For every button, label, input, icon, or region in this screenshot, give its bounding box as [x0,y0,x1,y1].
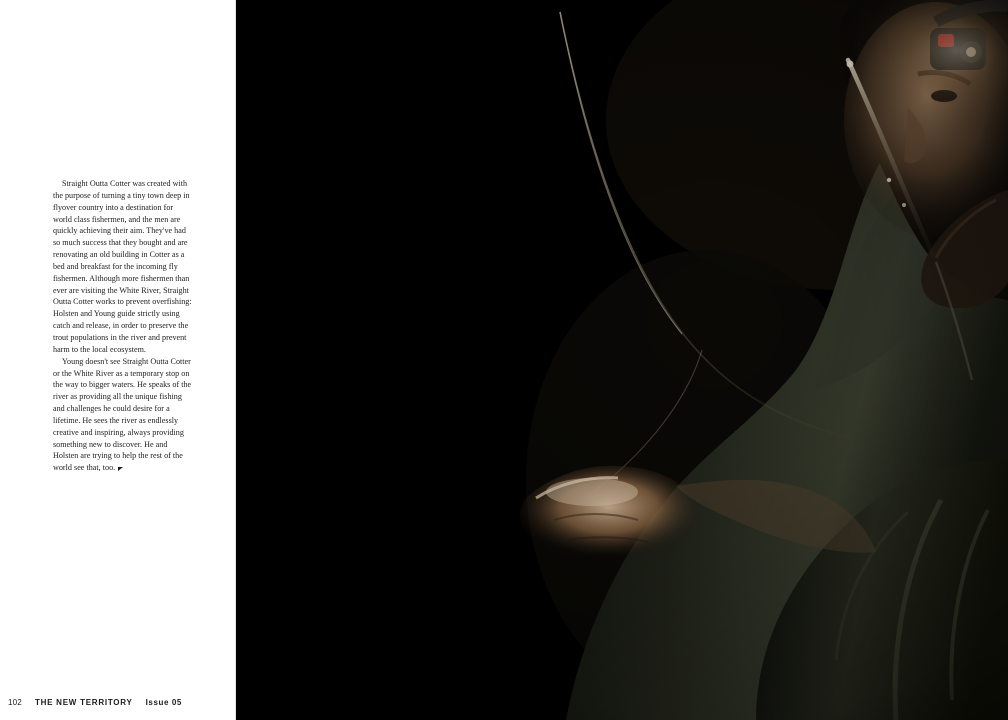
page-footer [8,698,182,707]
article-body [53,178,193,474]
page-number: 102 [8,698,22,707]
publication-title: THE NEW TERRITORY [34,698,133,707]
article-paragraph: Straight Outta Cotter was created with the purpose of turning a tiny town deep in flyover country into a destination for world class fishermen, and the men are quickly achieving their aim. They've had so much success that they bought and are renovating an old building in Cotter as a bed and breakfast for the incoming fly fishermen. Although more fishermen than ever are visiting the White River, Straight Outta Cotter works to prevent overfishing: Holsten and Young guide strictly using catch and release, in order to preserve the trout populations in the river and prevent harm to the local ecosystem. [53,179,192,354]
night-fisherman-photograph [236,0,1008,720]
right-photo-page [236,0,1008,720]
photo-vignette [236,0,1008,720]
article-paragraph [53,356,193,474]
end-of-article-mark [118,467,123,471]
issue-label: Issue 05 [145,698,182,707]
article-paragraph-text: Young doesn't see Straight Outta Cotter or the White River as a temporary stop on the way to bigger waters. He speaks of the river as providing all the unique fishing and challenges he could desire for a lifetime. He sees the river as endlessly creative and inspiring, always providing something new to discover. He and Holsten are trying to help the rest of the world see that, too. [53,356,192,473]
left-text-page [0,0,236,720]
